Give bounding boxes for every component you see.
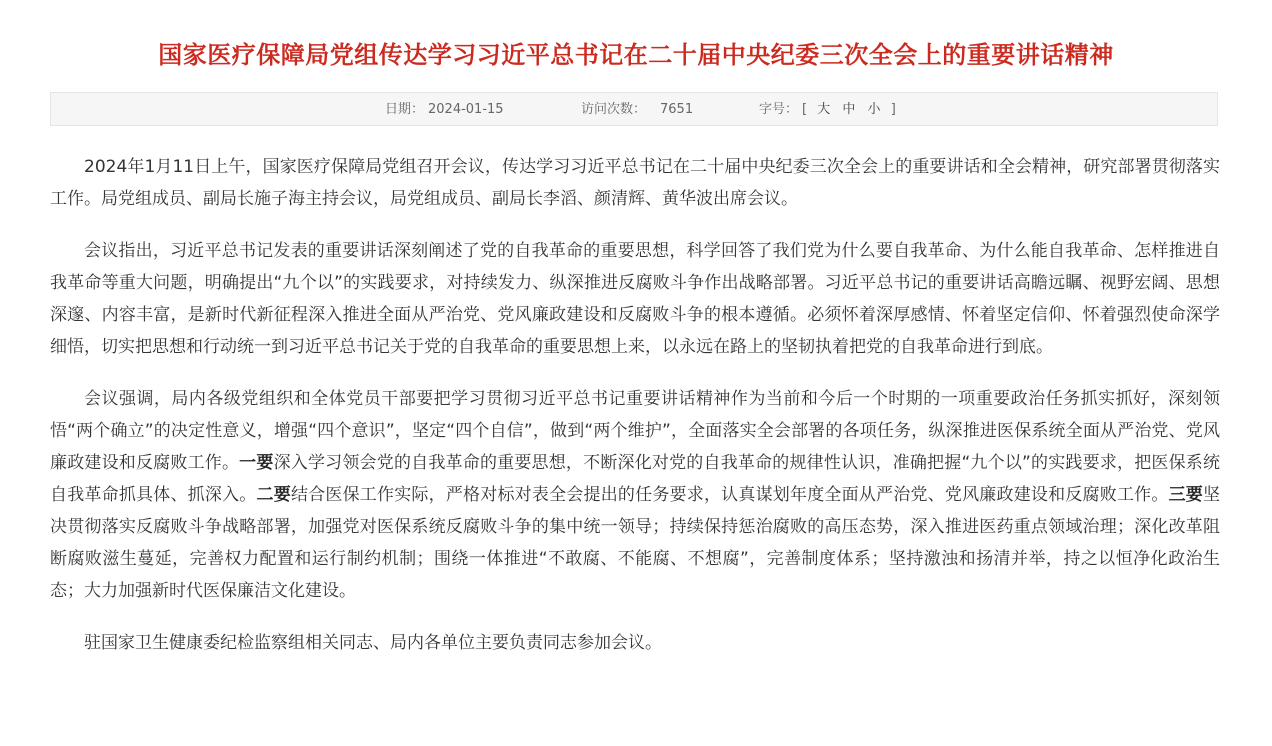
paragraph-3 bbox=[50, 383, 1220, 607]
visits-label: 访问次数： bbox=[581, 102, 647, 117]
keyword-second: 二要 bbox=[256, 485, 291, 505]
paragraph-3-point-1: 深入学习领会党的自我革命的重要思想，不断深化对党的自我革命的规律性认识，准确把握“九个以”的实践要求，把医保系统自我革命抓具体、抓深入。 bbox=[50, 453, 1221, 505]
keyword-first: 一要 bbox=[239, 453, 274, 473]
publish-date bbox=[385, 93, 504, 127]
bracket-close: ] bbox=[890, 102, 898, 117]
paragraph-3-intro: 会议强调，局内各级党组织和全体党员干部要把学习贯彻习近平总书记重要讲话精神作为当前和今后一个时期的一项重要政治任务抓实抓好，深刻领悟“两个确立”的决定性意义，增强“四个意识”，坚定“四个自信”，做到“两个维护”，全面落实全会部署的各项任务，纵深推进医保系统全面从严治党、党风廉政建设和反腐败工作。 bbox=[50, 389, 1220, 473]
article-body bbox=[50, 151, 1220, 659]
font-size-label: 字号： bbox=[759, 102, 799, 117]
article-meta-bar bbox=[50, 92, 1218, 126]
paragraph-2: 会议指出，习近平总书记发表的重要讲话深刻阐述了党的自我革命的重要思想，科学回答了我们党为什么要自我革命、为什么能自我革命、怎样推进自我革命等重大问题，明确提出“九个以”的实践要求，对持续发力、纵深推进反腐败斗争作出战略部署。习近平总书记的重要讲话高瞻远瞩、视野宏阔、思想深邃、内容丰富，是新时代新征程深入推进全面从严治党、党风廉政建设和反腐败斗争的根本遵循。必须怀着深厚感情、怀着坚定信仰、怀着强烈使命深学细悟，切实把思想和行动统一到习近平总书记关于党的自我革命的重要思想上来，以永远在路上的坚韧执着把党的自我革命进行到底。 bbox=[50, 241, 1220, 357]
page-title: 国家医疗保障局党组传达学习习近平总书记在二十届中央纪委三次全会上的重要讲话精神 bbox=[158, 41, 1114, 70]
bracket-open: [ bbox=[802, 102, 810, 117]
font-size-small-button[interactable]: 小 bbox=[867, 102, 883, 117]
paragraph-3-point-2: 结合医保工作实际，严格对标对表全会提出的任务要求，认真谋划年度全面从严治党、党风廉政建设和反腐败工作。 bbox=[290, 485, 1169, 505]
paragraph-1: 2024年1月11日上午，国家医疗保障局党组召开会议，传达学习习近平总书记在二十届中央纪委三次全会上的重要讲话和全会精神，研究部署贯彻落实工作。局党组成员、副局长施子海主持会议，局党组成员、副局长李滔、颜清辉、黄华波出席会议。 bbox=[50, 157, 1220, 209]
font-size-controls bbox=[802, 102, 898, 117]
visits-value: 7651 bbox=[660, 102, 694, 117]
date-value: 2024-01-15 bbox=[428, 102, 504, 117]
keyword-third: 三要 bbox=[1168, 485, 1204, 505]
paragraph-4: 驻国家卫生健康委纪检监察组相关同志、局内各单位主要负责同志参加会议。 bbox=[84, 633, 662, 653]
font-size-large-button[interactable]: 大 bbox=[817, 102, 833, 117]
paragraph-3-point-3: 坚决贯彻落实反腐败斗争战略部署，加强党对医保系统反腐败斗争的集中统一领导；持续保持惩治腐败的高压态势，深入推进医药重点领域治理；深化改革阻断腐败滋生蔓延，完善权力配置和运行制约机制；围绕一体推进“不敢腐、不能腐、不想腐”，完善制度体系；坚持激浊和扬清并举，持之以恒净化政治生态；大力加强新时代医保廉洁文化建设。 bbox=[50, 485, 1221, 601]
font-size-medium-button[interactable]: 中 bbox=[842, 102, 858, 117]
font-size-selector bbox=[759, 93, 898, 127]
date-label: 日期： bbox=[385, 102, 425, 117]
visit-count bbox=[581, 93, 693, 127]
